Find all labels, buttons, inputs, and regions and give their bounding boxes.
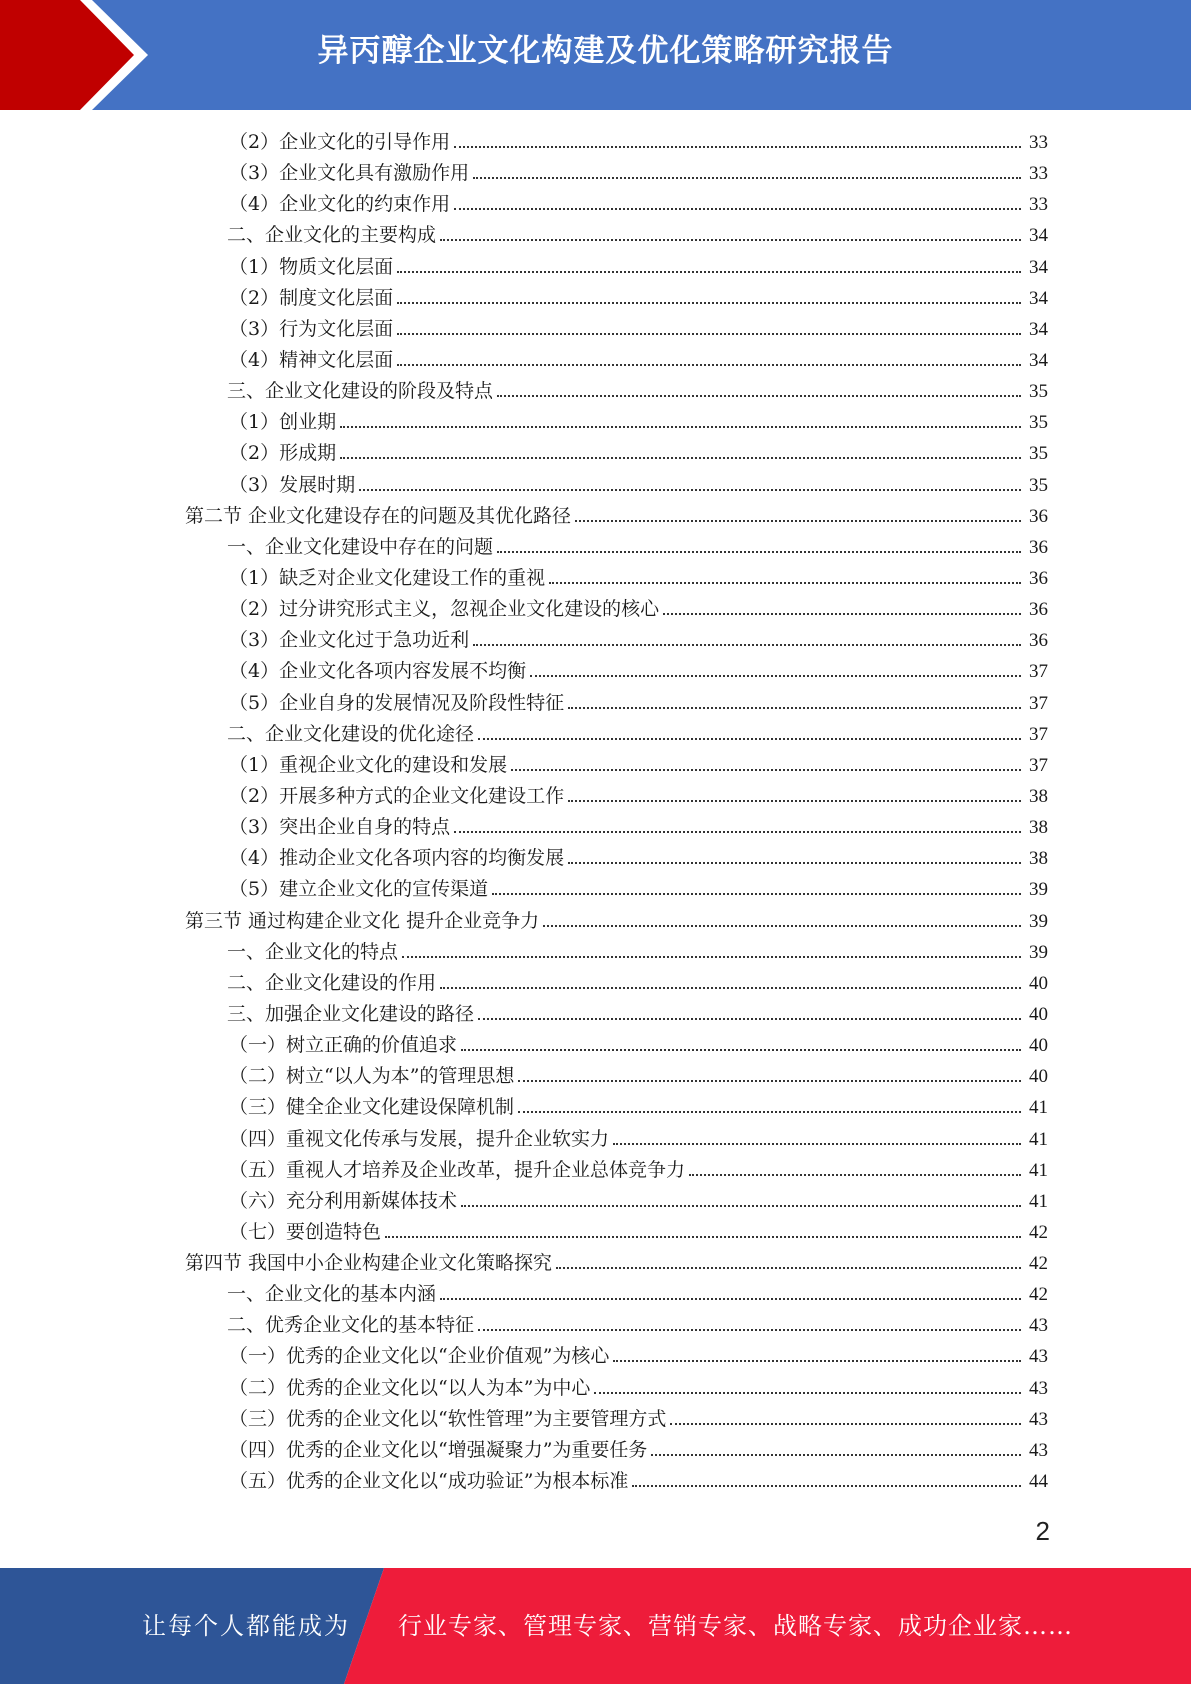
footer-band	[0, 1568, 1191, 1684]
toc-dot-leader	[397, 301, 1021, 304]
toc-entry[interactable]	[0, 656, 1048, 687]
toc-dot-leader	[473, 643, 1021, 646]
toc-entry[interactable]	[0, 158, 1048, 189]
toc-dot-leader	[556, 1266, 1021, 1269]
toc-entry[interactable]	[0, 438, 1048, 469]
toc-entry-label: （4）企业文化的约束作用	[229, 193, 451, 216]
footer-slogan-right: 行业专家、管理专家、营销专家、战略专家、成功企业家……	[398, 1612, 1073, 1640]
toc-entry-label: （四）重视文化传承与发展，提升企业软实力	[229, 1127, 610, 1150]
toc-entry-label: （3）企业文化过于急功近利	[229, 629, 470, 652]
toc-entry-page-number: 38	[1029, 817, 1048, 839]
toc-entry-page-number: 43	[1029, 1439, 1048, 1461]
toc-dot-leader	[670, 1422, 1021, 1425]
toc-entry[interactable]	[0, 1124, 1048, 1155]
toc-dot-leader	[613, 1142, 1021, 1145]
toc-entry[interactable]	[0, 750, 1048, 781]
toc-entry-page-number: 35	[1029, 412, 1048, 434]
toc-entry[interactable]	[0, 812, 1048, 843]
toc-dot-leader	[568, 861, 1021, 864]
toc-entry-page-number: 40	[1029, 1003, 1048, 1025]
toc-entry-label: （2）开展多种方式的企业文化建设工作	[229, 784, 565, 807]
toc-entry-page-number: 37	[1029, 692, 1048, 714]
toc-entry-label: （一）优秀的企业文化以“企业价值观”为核心	[229, 1345, 610, 1368]
toc-entry-label: （五）重视人才培养及企业改革，提升企业总体竞争力	[229, 1158, 686, 1181]
toc-dot-leader	[543, 924, 1021, 927]
toc-entry-label: （3）发展时期	[229, 473, 356, 496]
toc-entry[interactable]	[0, 937, 1048, 968]
toc-entry[interactable]	[0, 1310, 1048, 1341]
toc-entry[interactable]	[0, 127, 1048, 158]
toc-dot-leader	[568, 706, 1021, 709]
toc-entry[interactable]	[0, 470, 1048, 501]
toc-entry[interactable]	[0, 968, 1048, 999]
toc-entry[interactable]	[0, 625, 1048, 656]
toc-entry[interactable]	[0, 252, 1048, 283]
toc-dot-leader	[397, 332, 1021, 335]
toc-dot-leader	[492, 892, 1021, 895]
toc-entry[interactable]	[0, 874, 1048, 905]
toc-entry-label: （1）缺乏对企业文化建设工作的重视	[229, 566, 546, 589]
toc-entry[interactable]	[0, 1030, 1048, 1061]
toc-entry-label: （三）健全企业文化建设保障机制	[229, 1096, 515, 1119]
toc-entry-page-number: 35	[1029, 474, 1048, 496]
toc-entry-label: （2）制度文化层面	[229, 286, 394, 309]
page-number: 2	[1035, 1516, 1050, 1546]
toc-entry[interactable]	[0, 1435, 1048, 1466]
footer-slogan-left: 让每个人都能成为	[142, 1612, 350, 1640]
toc-entry[interactable]	[0, 999, 1048, 1030]
toc-entry[interactable]	[0, 1186, 1048, 1217]
toc-entry-label: （三）优秀的企业文化以“软性管理”为主要管理方式	[229, 1407, 667, 1430]
toc-entry[interactable]	[0, 314, 1048, 345]
toc-entry[interactable]	[0, 407, 1048, 438]
toc-entry[interactable]	[0, 563, 1048, 594]
toc-entry-page-number: 36	[1029, 536, 1048, 558]
toc-entry-label: （六）充分利用新媒体技术	[229, 1189, 458, 1212]
toc-entry-page-number: 39	[1029, 910, 1048, 932]
toc-entry-label: 三、加强企业文化建设的路径	[227, 1002, 475, 1025]
toc-entry[interactable]	[0, 1248, 1048, 1279]
toc-entry-label: 二、企业文化的主要构成	[227, 224, 437, 247]
table-of-contents	[0, 127, 1191, 1497]
toc-dot-leader	[497, 550, 1021, 553]
toc-entry-label: 二、企业文化建设的优化途径	[227, 722, 475, 745]
toc-dot-leader	[575, 519, 1021, 522]
toc-entry[interactable]	[0, 1217, 1048, 1248]
toc-entry[interactable]	[0, 719, 1048, 750]
toc-entry-label: （3）突出企业自身的特点	[229, 816, 451, 839]
toc-entry-label: （二）优秀的企业文化以“以人为本”为中心	[229, 1376, 591, 1399]
toc-entry-page-number: 34	[1029, 349, 1048, 371]
toc-entry-label: 二、优秀企业文化的基本特征	[227, 1314, 475, 1337]
toc-entry-label: 一、企业文化的基本内涵	[227, 1283, 437, 1306]
toc-dot-leader	[594, 1391, 1021, 1394]
toc-entry-label: （2）形成期	[229, 442, 337, 465]
toc-entry-label: （3）行为文化层面	[229, 317, 394, 340]
toc-dot-leader	[397, 363, 1021, 366]
toc-entry[interactable]	[0, 1092, 1048, 1123]
toc-dot-leader	[454, 145, 1021, 148]
toc-dot-leader	[359, 488, 1021, 491]
toc-dot-leader	[440, 238, 1021, 241]
toc-dot-leader	[511, 768, 1021, 771]
toc-entry-page-number: 42	[1029, 1284, 1048, 1306]
toc-entry[interactable]	[0, 1155, 1048, 1186]
toc-entry-label: （2）过分讲究形式主义，忽视企业文化建设的核心	[229, 598, 660, 621]
toc-entry-page-number: 38	[1029, 848, 1048, 870]
toc-dot-leader	[478, 1328, 1021, 1331]
toc-dot-leader	[663, 612, 1021, 615]
toc-entry-label: （4）企业文化各项内容发展不均衡	[229, 660, 527, 683]
toc-entry-page-number: 43	[1029, 1377, 1048, 1399]
toc-entry-label: （一）树立正确的价值追求	[229, 1034, 458, 1057]
toc-entry[interactable]	[0, 594, 1048, 625]
header-band	[0, 0, 1191, 110]
toc-entry-label: 一、企业文化的特点	[227, 940, 399, 963]
toc-entry-label: （二）树立“以人为本”的管理思想	[229, 1065, 515, 1088]
toc-entry-page-number: 40	[1029, 972, 1048, 994]
toc-dot-leader	[340, 456, 1021, 459]
toc-entry-label: （4）精神文化层面	[229, 348, 394, 371]
toc-entry-page-number: 36	[1029, 630, 1048, 652]
toc-entry[interactable]	[0, 1061, 1048, 1092]
toc-entry-page-number: 41	[1029, 1097, 1048, 1119]
toc-dot-leader	[632, 1484, 1021, 1487]
toc-entry-label: （四）优秀的企业文化以“增强凝聚力”为重要任务	[229, 1438, 648, 1461]
toc-entry[interactable]	[0, 220, 1048, 251]
toc-entry[interactable]	[0, 501, 1048, 532]
toc-dot-leader	[397, 270, 1021, 273]
toc-entry-page-number: 36	[1029, 505, 1048, 527]
toc-entry-label: 二、企业文化建设的作用	[227, 971, 437, 994]
toc-dot-leader	[478, 737, 1021, 740]
toc-entry[interactable]	[0, 189, 1048, 220]
toc-dot-leader	[518, 1079, 1021, 1082]
toc-dot-leader	[651, 1453, 1021, 1456]
toc-entry[interactable]	[0, 781, 1048, 812]
toc-entry[interactable]	[0, 1373, 1048, 1404]
toc-entry-page-number: 42	[1029, 1253, 1048, 1275]
toc-entry-label: （4）推动企业文化各项内容的均衡发展	[229, 847, 565, 870]
toc-dot-leader	[518, 1110, 1021, 1113]
toc-entry-page-number: 41	[1029, 1128, 1048, 1150]
toc-entry-label: （七）要创造特色	[229, 1220, 382, 1243]
toc-dot-leader	[454, 830, 1021, 833]
toc-entry-page-number: 42	[1029, 1221, 1048, 1243]
toc-entry-label: （五）优秀的企业文化以“成功验证”为根本标准	[229, 1470, 629, 1493]
toc-entry[interactable]	[0, 1279, 1048, 1310]
toc-entry-page-number: 34	[1029, 318, 1048, 340]
toc-entry-label: （1）创业期	[229, 411, 337, 434]
toc-entry-page-number: 40	[1029, 1066, 1048, 1088]
toc-dot-leader	[689, 1173, 1021, 1176]
toc-dot-leader	[530, 674, 1021, 677]
toc-entry[interactable]	[0, 1466, 1048, 1497]
toc-dot-leader	[549, 581, 1021, 584]
toc-dot-leader	[440, 1297, 1021, 1300]
toc-entry-page-number: 35	[1029, 381, 1048, 403]
toc-entry-page-number: 39	[1029, 879, 1048, 901]
toc-entry-page-number: 34	[1029, 287, 1048, 309]
toc-entry-label: 三、企业文化建设的阶段及特点	[227, 380, 494, 403]
toc-entry-label: （1）物质文化层面	[229, 255, 394, 278]
toc-dot-leader	[478, 1017, 1021, 1020]
toc-entry-page-number: 40	[1029, 1035, 1048, 1057]
toc-entry[interactable]	[0, 906, 1048, 937]
toc-dot-leader	[454, 207, 1021, 210]
toc-entry-label: （5）建立企业文化的宣传渠道	[229, 878, 489, 901]
toc-entry-page-number: 43	[1029, 1408, 1048, 1430]
toc-entry-label: 第四节 我国中小企业构建企业文化策略探究	[185, 1252, 553, 1275]
toc-entry-page-number: 34	[1029, 256, 1048, 278]
toc-dot-leader	[385, 1235, 1021, 1238]
toc-dot-leader	[473, 176, 1021, 179]
toc-entry[interactable]	[0, 1404, 1048, 1435]
toc-dot-leader	[613, 1359, 1021, 1362]
toc-entry-page-number: 36	[1029, 567, 1048, 589]
toc-entry[interactable]	[0, 1341, 1048, 1372]
toc-entry-page-number: 43	[1029, 1315, 1048, 1337]
toc-entry-label: 第三节 通过构建企业文化 提升企业竞争力	[185, 909, 540, 932]
toc-entry-page-number: 41	[1029, 1190, 1048, 1212]
toc-entry-label: 一、企业文化建设中存在的问题	[227, 535, 494, 558]
toc-dot-leader	[461, 1048, 1021, 1051]
toc-dot-leader	[497, 394, 1021, 397]
toc-dot-leader	[440, 986, 1021, 989]
toc-entry-page-number: 41	[1029, 1159, 1048, 1181]
toc-entry-label: （1）重视企业文化的建设和发展	[229, 753, 508, 776]
toc-entry[interactable]	[0, 283, 1048, 314]
toc-entry-label: 第二节 企业文化建设存在的问题及其优化路径	[185, 504, 572, 527]
toc-dot-leader	[402, 955, 1021, 958]
toc-entry-page-number: 33	[1029, 132, 1048, 153]
toc-entry[interactable]	[0, 532, 1048, 563]
toc-entry-page-number: 38	[1029, 785, 1048, 807]
toc-entry-page-number: 36	[1029, 599, 1048, 621]
toc-entry-page-number: 33	[1029, 194, 1048, 216]
toc-entry-page-number: 37	[1029, 723, 1048, 745]
toc-entry-page-number: 37	[1029, 661, 1048, 683]
toc-entry-label: （2）企业文化的引导作用	[229, 131, 451, 153]
toc-entry-page-number: 35	[1029, 443, 1048, 465]
toc-entry-page-number: 39	[1029, 941, 1048, 963]
toc-entry[interactable]	[0, 376, 1048, 407]
toc-entry-page-number: 43	[1029, 1346, 1048, 1368]
toc-entry-label: （3）企业文化具有激励作用	[229, 162, 470, 185]
document-title: 异丙醇企业文化构建及优化策略研究报告	[317, 33, 894, 69]
toc-entry-page-number: 34	[1029, 225, 1048, 247]
toc-entry-page-number: 33	[1029, 163, 1048, 185]
toc-dot-leader	[340, 425, 1021, 428]
toc-dot-leader	[461, 1204, 1021, 1207]
toc-dot-leader	[568, 799, 1021, 802]
toc-entry[interactable]	[0, 688, 1048, 719]
toc-entry-label: （5）企业自身的发展情况及阶段性特征	[229, 691, 565, 714]
toc-entry-page-number: 44	[1029, 1471, 1048, 1493]
toc-entry[interactable]	[0, 843, 1048, 874]
toc-entry[interactable]	[0, 345, 1048, 376]
toc-entry-page-number: 37	[1029, 754, 1048, 776]
